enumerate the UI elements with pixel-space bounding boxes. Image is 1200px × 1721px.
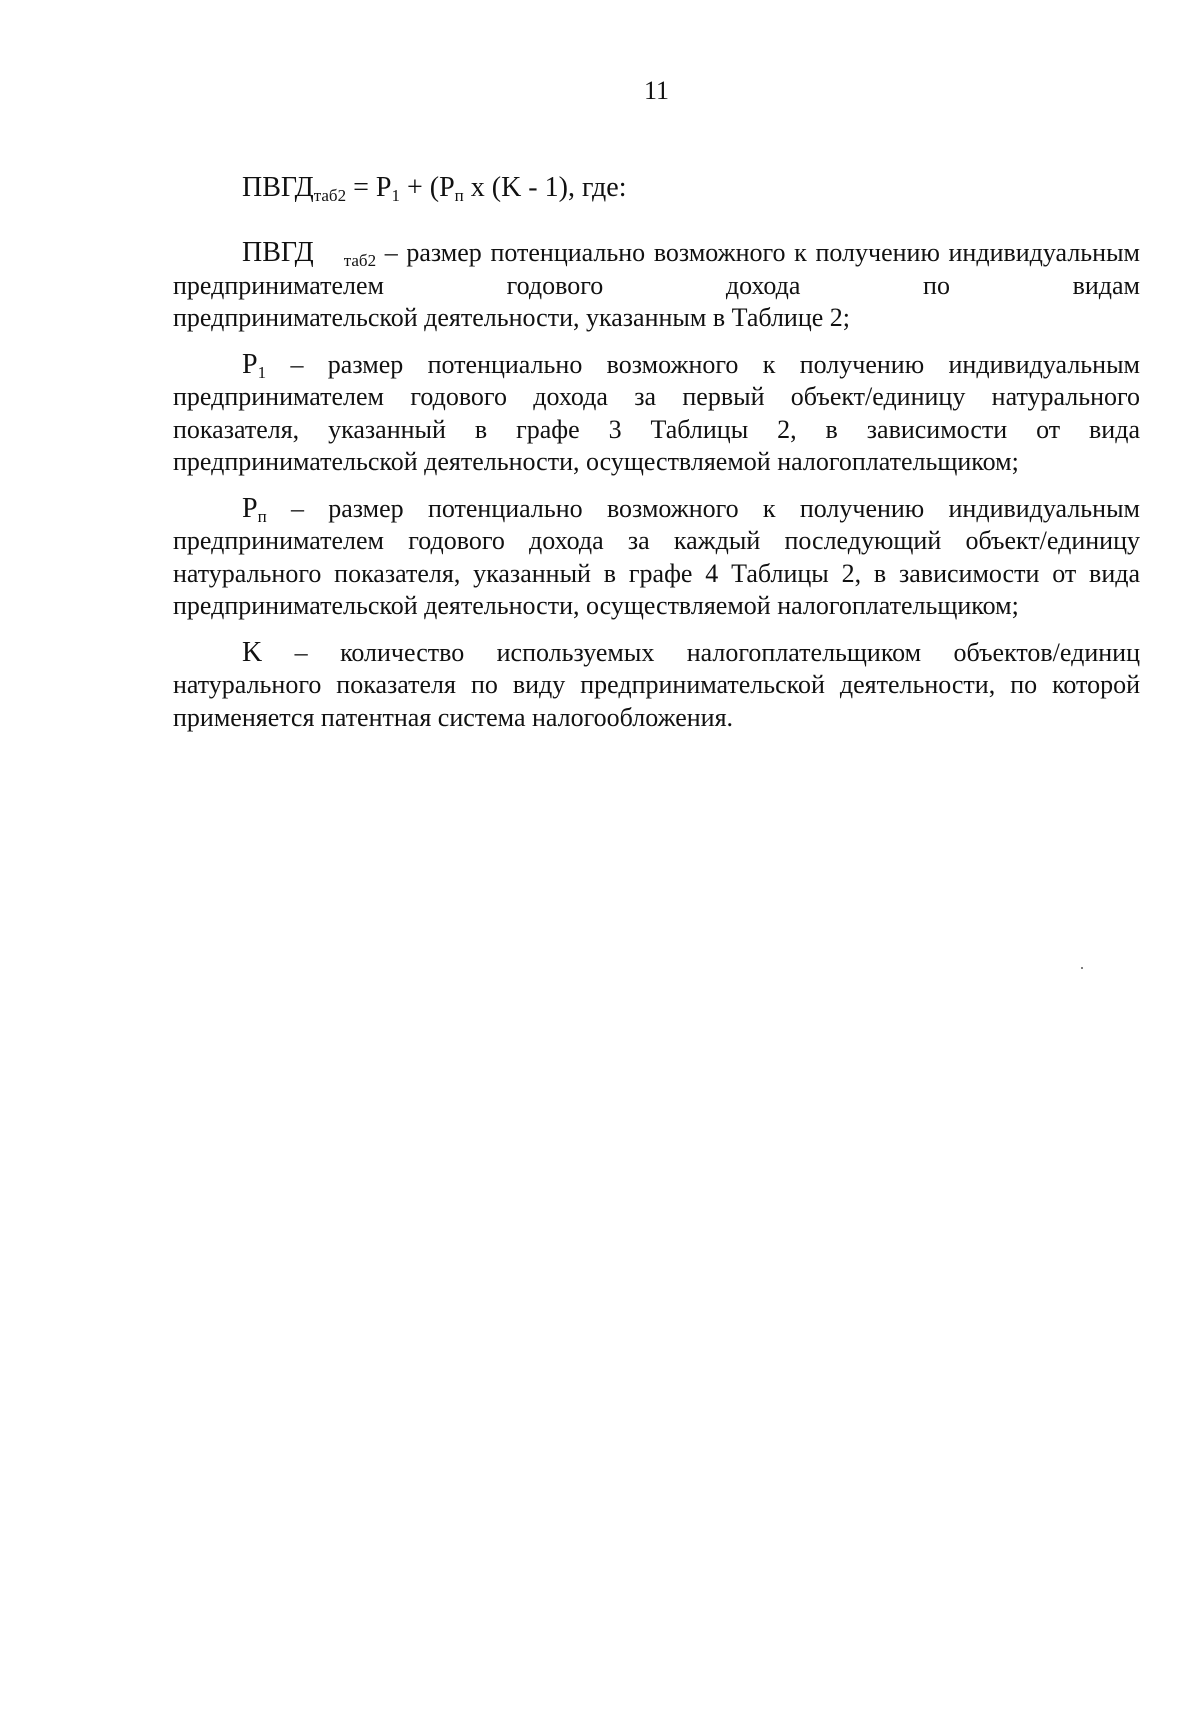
definition-symbol-letter: P xyxy=(242,348,258,380)
definition-pvgd xyxy=(173,237,1140,335)
scan-speck xyxy=(1081,967,1083,969)
definition-text: – размер потенциально возможного к получению индивидуальным предпринимателем годового дохода за первый объект/единицу натурального показателя, указанный в графе 3 Таблицы 2, в зависимости от вида предпринимательской деятельности, осуществляемой налогоплательщиком; xyxy=(173,349,1140,476)
definition-text: – количество используемых налогоплательщиком объектов/единиц натурального показателя по виду предпринимательской деятельности, по которой применяется патентная система налогообложения. xyxy=(173,637,1140,732)
definition-symbol-letter: P xyxy=(242,492,258,524)
definition-subscript: п xyxy=(257,506,267,526)
formula-pn-subscript: п xyxy=(454,186,464,205)
formula-main-subscript: таб2 xyxy=(313,186,347,205)
definition-text: – размер потенциально возможного к получению индивидуальным предпринимателем годового дохода по видам xyxy=(173,238,1140,300)
formula-main-symbol: ПВГД xyxy=(242,172,314,203)
definition-symbol: ПВГД xyxy=(242,237,314,268)
definition-k xyxy=(173,637,1140,735)
page-number: 11 xyxy=(643,76,670,105)
definitions-list xyxy=(173,237,1140,748)
definition-text: – размер потенциально возможного к получению индивидуальным предпринимателем годового дохода за каждый последующий объект/единицу натурального показателя, указанный в графе 4 Таблицы 2, в зависимости от вида предпринимательской деятельности, осуществляемой налогоплательщиком; xyxy=(173,493,1140,620)
definition-symbol: K xyxy=(242,636,263,668)
formula xyxy=(242,172,627,204)
definition-p1 xyxy=(173,349,1140,479)
formula-p1-subscript: 1 xyxy=(391,186,400,205)
definition-pn xyxy=(173,493,1140,623)
formula-eq-start: = P xyxy=(346,172,392,203)
definition-text-tail: предпринимательской деятельности, указанным в Таблице 2; xyxy=(173,303,851,332)
definition-symbol xyxy=(242,493,267,524)
definition-symbol xyxy=(242,349,266,380)
formula-rest: x (K - 1), где: xyxy=(463,172,627,203)
definition-subscript: таб2 xyxy=(343,251,377,270)
formula-plus-open: + (P xyxy=(399,172,455,203)
definition-subscript: 1 xyxy=(257,362,267,382)
